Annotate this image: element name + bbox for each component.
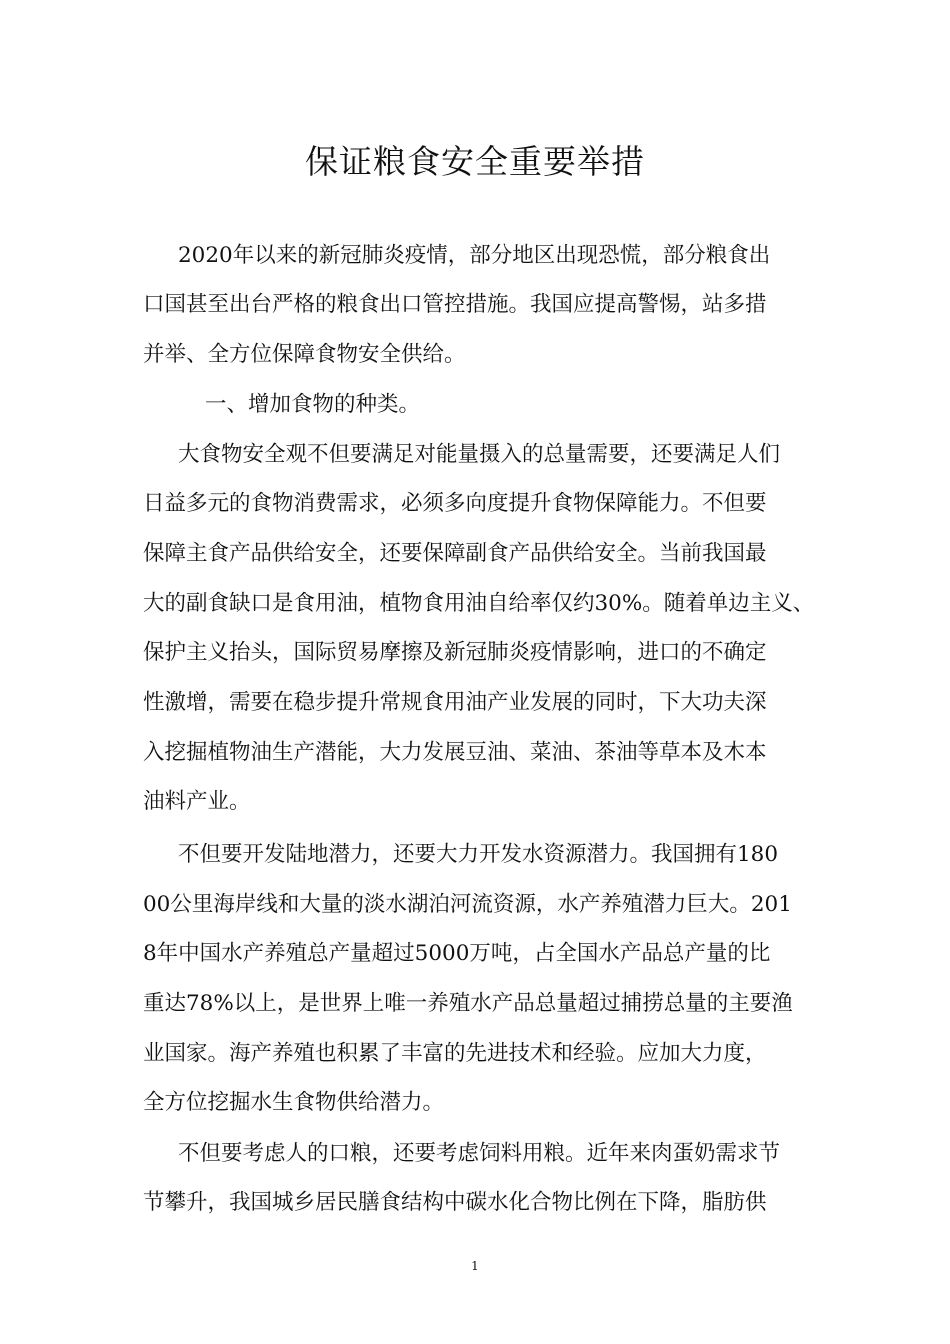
text-line: 大食物安全观不但要满足对能量摄入的总量需要，还要满足人们 — [178, 442, 781, 467]
text-line: 业国家。海产养殖也积累了丰富的先进技术和经验。应加大力度， — [143, 1041, 767, 1066]
text-line: 全方位挖掘水生食物供给潜力。 — [143, 1090, 445, 1115]
text-line: 节攀升，我国城乡居民膳食结构中碳水化合物比例在下降，脂肪供 — [143, 1190, 767, 1215]
section-heading: 一、增加食物的种类。 — [205, 392, 421, 417]
text-line: 保障主食产品供给安全，还要保障副食产品供给安全。当前我国最 — [143, 541, 767, 566]
text-line: 入挖掘植物油生产潜能，大力发展豆油、菜油、茶油等草本及木本 — [143, 740, 767, 765]
text-line: 重达78%以上，是世界上唯一养殖水产品总量超过捕捞总量的主要渔 — [143, 991, 793, 1016]
text-line: 保护主义抬头，国际贸易摩擦及新冠肺炎疫情影响，进口的不确定 — [143, 640, 767, 665]
text-line: 日益多元的食物消费需求，必须多向度提升食物保障能力。不但要 — [143, 491, 767, 516]
page-number: 1 — [471, 1259, 479, 1273]
text-line: 不但要开发陆地潜力，还要大力开发水资源潜力。我国拥有180 — [178, 842, 779, 867]
text-line: 油料产业。 — [143, 789, 251, 814]
text-line: 8年中国水产养殖总产量超过5000万吨，占全国水产品总产量的比 — [143, 941, 771, 966]
text-line: 口国甚至出台严格的粮食出口管控措施。我国应提高警惕，站多措 — [143, 292, 767, 317]
text-line: 2020年以来的新冠肺炎疫情，部分地区出现恐慌，部分粮食出 — [178, 243, 771, 268]
text-line: 大的副食缺口是食用油，植物食用油自给率仅约30%。随着单边主义、 — [143, 591, 815, 616]
text-line: 不但要考虑人的口粮，还要考虑饲料用粮。近年来肉蛋奶需求节 — [178, 1141, 781, 1166]
text-line: 性激增，需要在稳步提升常规食用油产业发展的同时，下大功夫深 — [143, 690, 767, 715]
text-line: 00公里海岸线和大量的淡水湖泊河流资源，水产养殖潜力巨大。201 — [143, 892, 792, 917]
text-line: 并举、全方位保障食物安全供给。 — [143, 342, 466, 367]
page-title: 保证粮食安全重要举措 — [305, 142, 645, 181]
